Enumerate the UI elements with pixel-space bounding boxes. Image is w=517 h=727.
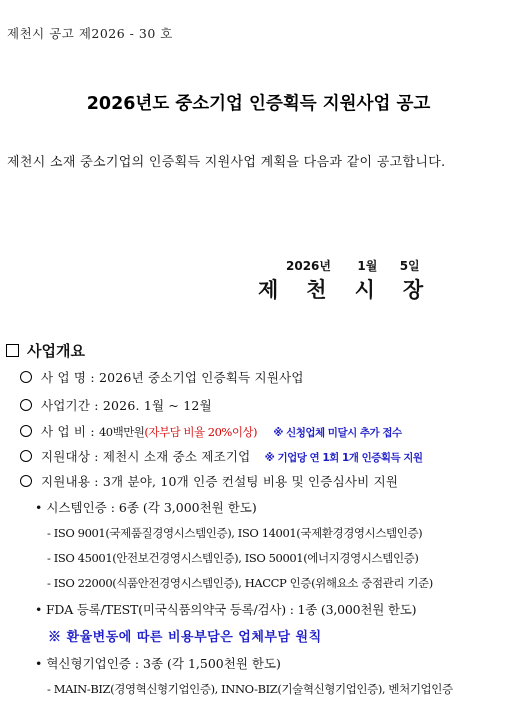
item-value: 제천시 소재 중소 제조기업 [102,449,251,464]
square-bullet-icon [6,344,19,357]
category-detail: - ISO 22000(식품안전경영시스템인증), HACCP 인증(위해요소 중점관리 기준) [47,576,433,590]
category-innovation: • 혁신형기업인증 : 3종 (각 1,500천원 한도) [35,656,281,671]
intro-paragraph: 제천시 소재 중소기업의 인증획득 지원사업 계획을 다음과 같이 공고합니다. [7,155,446,170]
item-label: 지원대상 [41,449,91,464]
issue-day: 5일 [399,259,420,273]
circle-bullet-icon [20,371,32,383]
item-value: 40백만원 [98,425,145,439]
item-label: 사 업 비 [41,424,87,439]
exchange-rate-warning: ※ 환율변동에 따른 비용부담은 업체부담 원칙 [48,630,322,645]
circle-bullet-icon [20,399,32,411]
category-fda: • FDA 등록/TEST(미국식품의약국 등록/검사) : 1종 (3,000천원 한도) [35,602,417,617]
item-value: 2026. 1월 ~ 12월 [102,398,212,413]
circle-bullet-icon [20,425,32,437]
item-project-name: 사 업 명 : 2026년 중소기업 인증획득 지원사업 [20,368,304,386]
item-label: 사 업 명 [41,370,87,385]
item-eligibility: 지원대상 : 제천시 소재 중소 제조기업 ※ 기업당 연 1회 1개 인증획득 지원 [20,447,423,465]
circle-bullet-icon [20,450,32,462]
budget-note: ※ 신청업체 미달시 추가 접수 [273,427,402,439]
category-detail: - ISO 9001(국제품질경영시스템인증), ISO 14001(국제환경경영시스템인증) [47,526,423,540]
item-support-content: 지원내용 : 3개 분야, 10개 인증 컨설팅 비용 및 인증심사비 지원 [20,472,398,490]
document-title: 2026년도 중소기업 인증획득 지원사업 공고 [86,94,431,114]
issue-month: 1월 [357,259,378,273]
category-title: 혁신형기업인증 : 3종 (각 1,500천원 한도) [46,656,281,671]
item-label: 사업기간 [41,398,91,413]
notice-number: 제천시 공고 제2026 - 30 호 [7,26,173,41]
eligibility-note: ※ 기업당 연 1회 1개 인증획득 지원 [264,452,423,464]
category-title: 시스템인증 : 6종 (각 3,000천원 한도) [46,500,257,515]
issuer-name: 제천시장 [258,277,452,302]
self-pay-ratio: (자부담 비율 20%이상) [144,425,258,439]
item-value: 2026년 중소기업 인증획득 지원사업 [98,370,304,385]
circle-bullet-icon [20,475,32,487]
category-detail: - MAIN-BIZ(경영혁신형기업인증), INNO-BIZ(기술혁신형기업인증), 벤처기업인증 [47,682,453,696]
section-title: 사업개요 [27,342,85,360]
item-project-period: 사업기간 : 2026. 1월 ~ 12월 [20,396,212,414]
category-system-certification: • 시스템인증 : 6종 (각 3,000천원 한도) [35,500,257,515]
section-heading [6,340,85,361]
category-title: FDA 등록/TEST(미국식품의약국 등록/검사) : 1종 (3,000천원 한도) [45,602,417,617]
item-budget: 사 업 비 : 40백만원(자부담 비율 20%이상) ※ 신청업체 미달시 추가 접수 [20,422,402,440]
issue-year: 2026년 [286,259,331,273]
item-value: 3개 분야, 10개 인증 컨설팅 비용 및 인증심사비 지원 [102,474,399,489]
category-detail: - ISO 45001(안전보건경영시스템인증), ISO 50001(에너지경영시스템인증) [47,551,419,565]
item-label: 지원내용 [41,474,91,489]
issue-date [286,257,420,274]
